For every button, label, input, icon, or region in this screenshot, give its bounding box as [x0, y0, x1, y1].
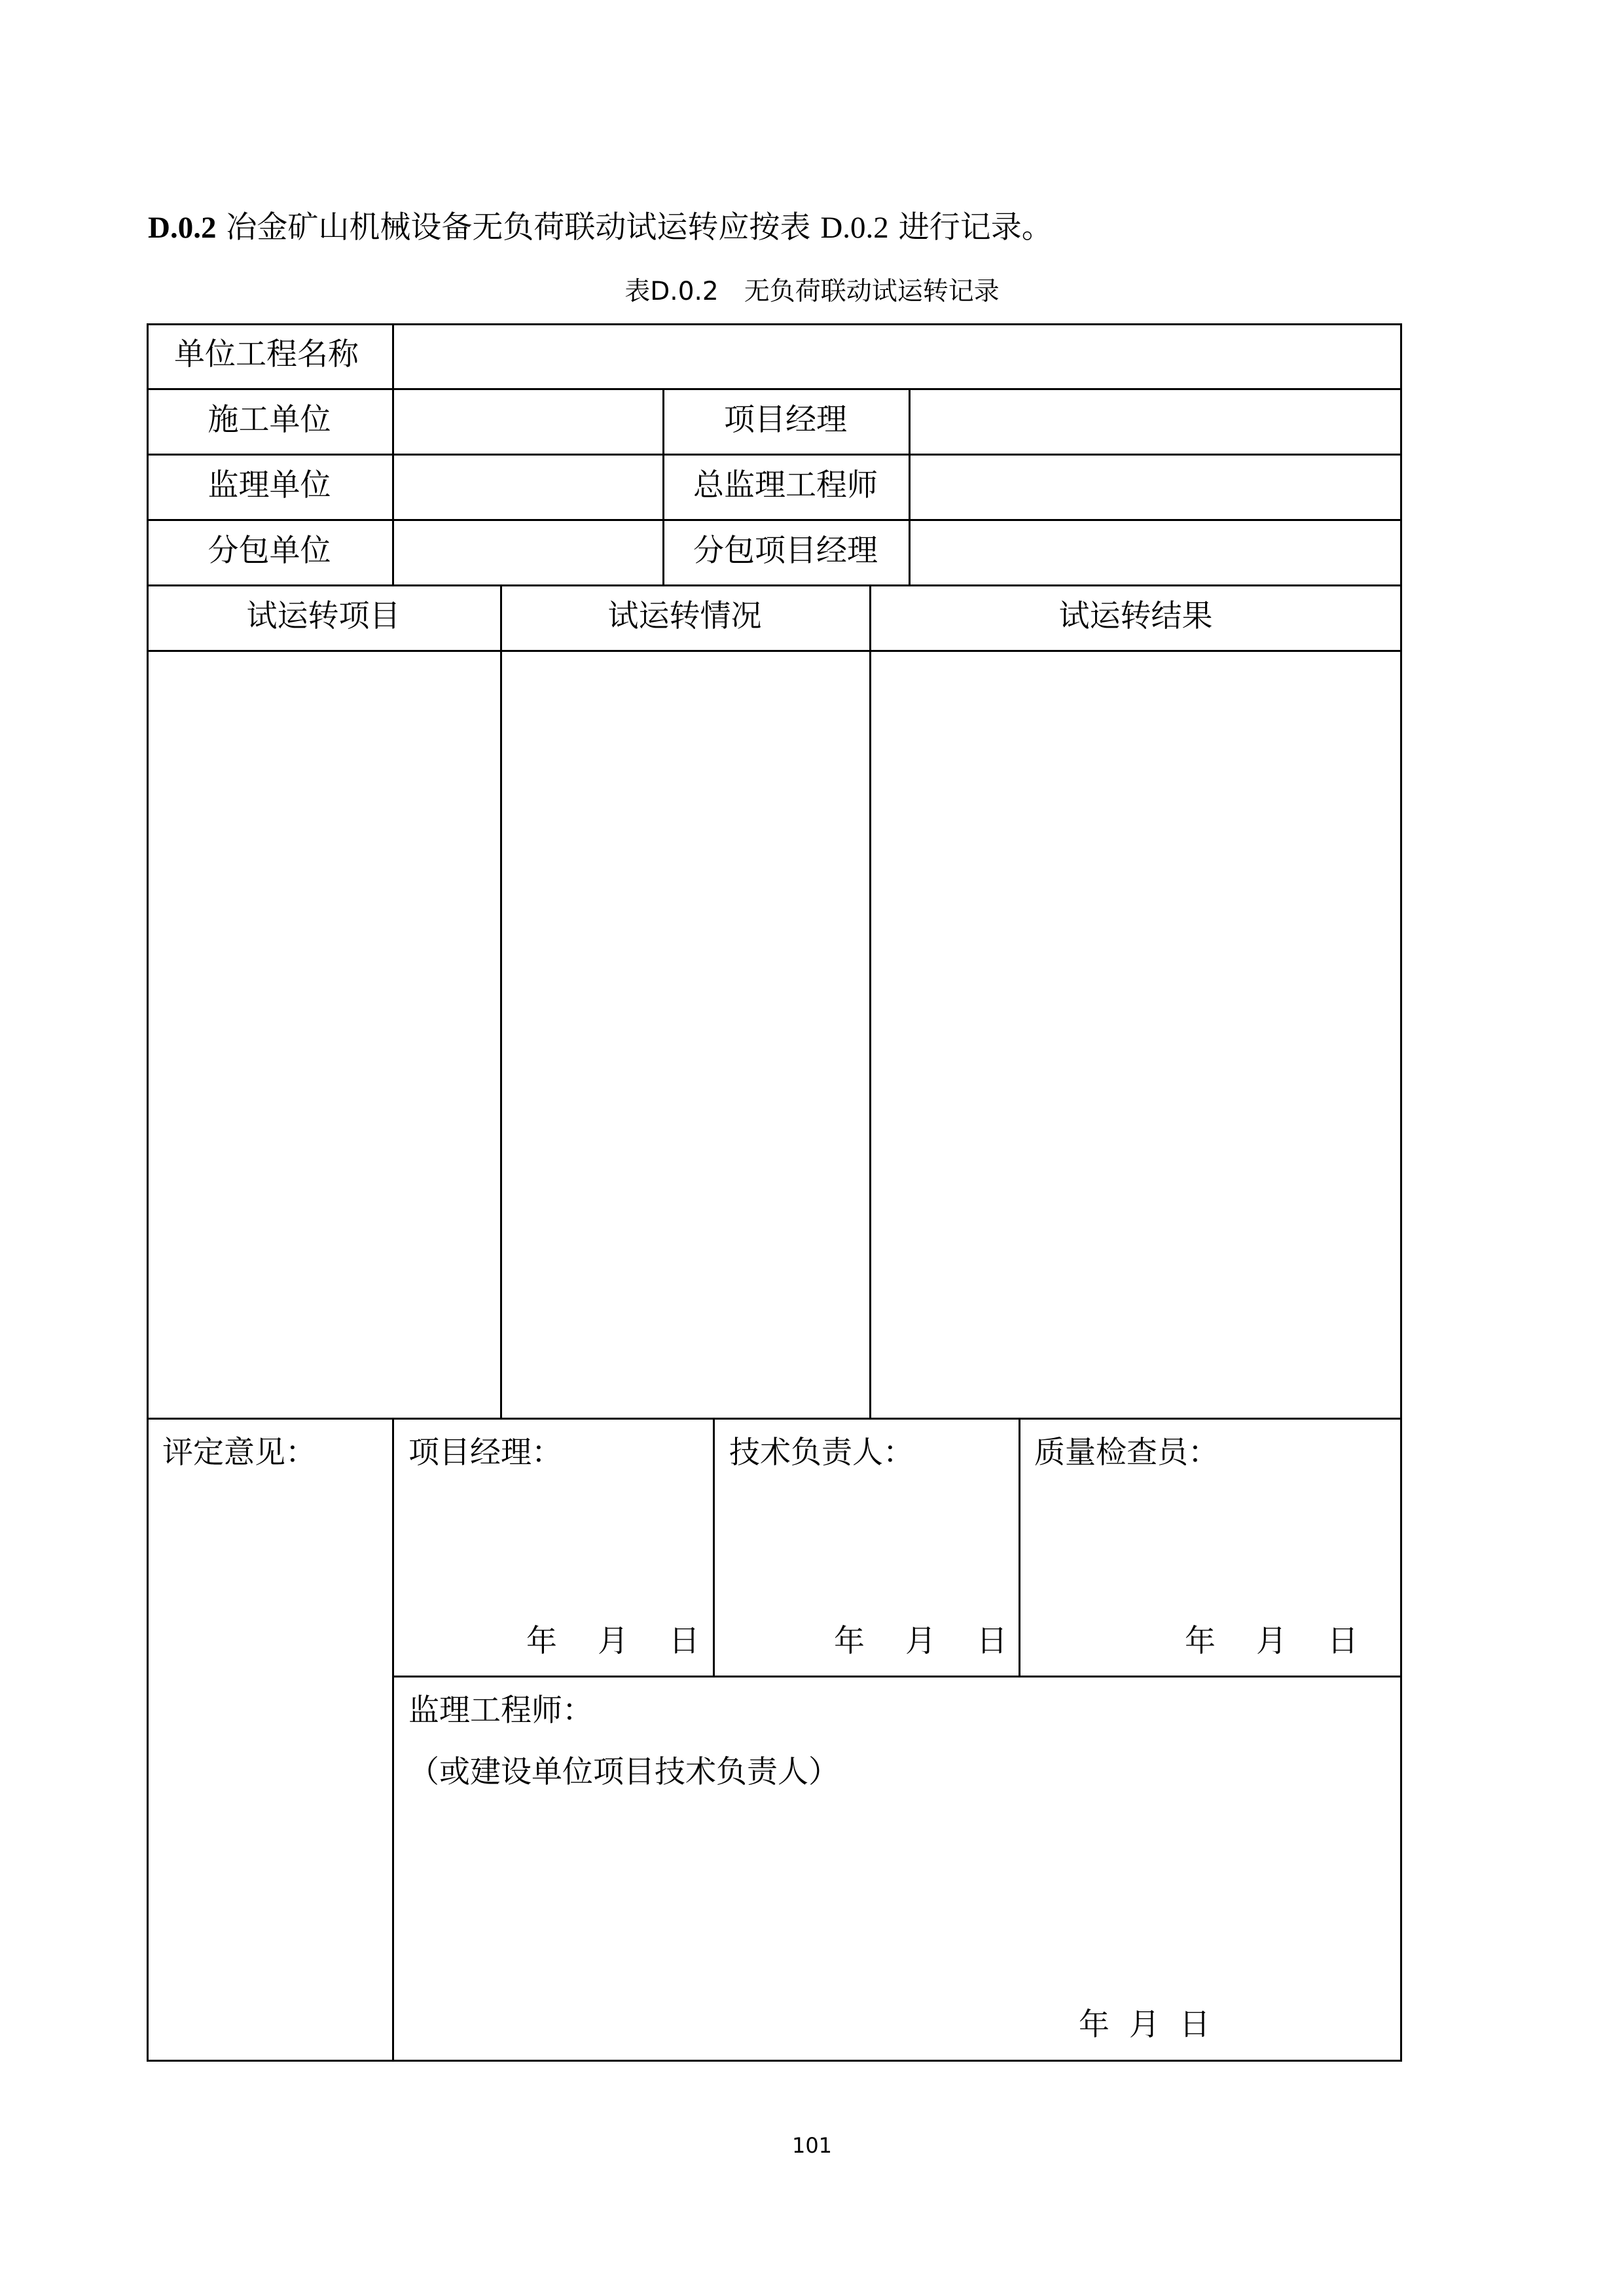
form-right-border: [1400, 323, 1402, 2062]
intro-text-after: 进行记录。: [888, 209, 1053, 245]
project-manager-sign-label: 项目经理：: [408, 1435, 562, 1471]
sub-manager-label: 分包项目经理: [693, 533, 878, 569]
column-divider: [392, 323, 394, 584]
table-caption: 表D.0.2 无负荷联动试运转记录: [624, 277, 1000, 306]
page-number: 101: [791, 2133, 833, 2158]
project-name-label: 单位工程名称: [174, 336, 359, 372]
subcontractor-label: 分包单位: [208, 533, 331, 569]
quality-inspector-sign-label: 质量检查员：: [1034, 1435, 1219, 1471]
technical-lead-sign-label: 技术负责人：: [729, 1435, 914, 1471]
form-top-border: [147, 323, 1402, 325]
clause-number: D.0.2: [148, 211, 217, 245]
intro-text-before: 冶金矿山机械设备无负荷联动试运转应按表: [216, 209, 821, 245]
row-divider: [147, 1418, 1402, 1420]
evaluation-opinion-label: 评定意见：: [162, 1435, 316, 1471]
chief-engineer-label: 总监理工程师: [693, 467, 878, 503]
row-divider: [147, 454, 1402, 456]
row-divider: [147, 519, 1402, 521]
row-divider: [392, 1676, 1402, 1677]
project-manager-sign-date: 年 月 日: [526, 1623, 700, 1659]
test-result-entry-area[interactable]: [871, 652, 1400, 1418]
project-manager-label: 项目经理: [724, 402, 847, 438]
column-header-test-item: 试运转项目: [246, 598, 401, 634]
test-condition-entry-area[interactable]: [502, 652, 869, 1418]
column-divider: [909, 388, 911, 584]
row-divider: [147, 388, 1402, 390]
technical-lead-sign-date: 年 月 日: [834, 1623, 1007, 1659]
column-divider: [713, 1418, 715, 1676]
row-divider: [147, 584, 1402, 586]
supervising-engineer-label: 监理工程师：: [408, 1693, 593, 1729]
supervising-engineer-date: 年 月 日: [1079, 2007, 1210, 2043]
intro-table-ref: D.0.2: [820, 211, 889, 245]
column-header-test-result: 试运转结果: [1058, 598, 1213, 634]
supervisor-label: 监理单位: [208, 467, 331, 503]
contractor-label: 施工单位: [208, 402, 331, 438]
supervising-engineer-note: （或建设单位项目技术负责人）: [408, 1754, 839, 1790]
column-divider: [392, 1418, 394, 2062]
trial-run-record-form: [147, 323, 1402, 2062]
test-item-entry-area[interactable]: [149, 652, 500, 1418]
quality-inspector-sign-date: 年 月 日: [1185, 1623, 1358, 1659]
intro-paragraph: [148, 208, 1053, 247]
form-bottom-border: [147, 2060, 1402, 2062]
column-header-test-condition: 试运转情况: [607, 598, 762, 634]
column-divider: [1019, 1418, 1020, 1676]
